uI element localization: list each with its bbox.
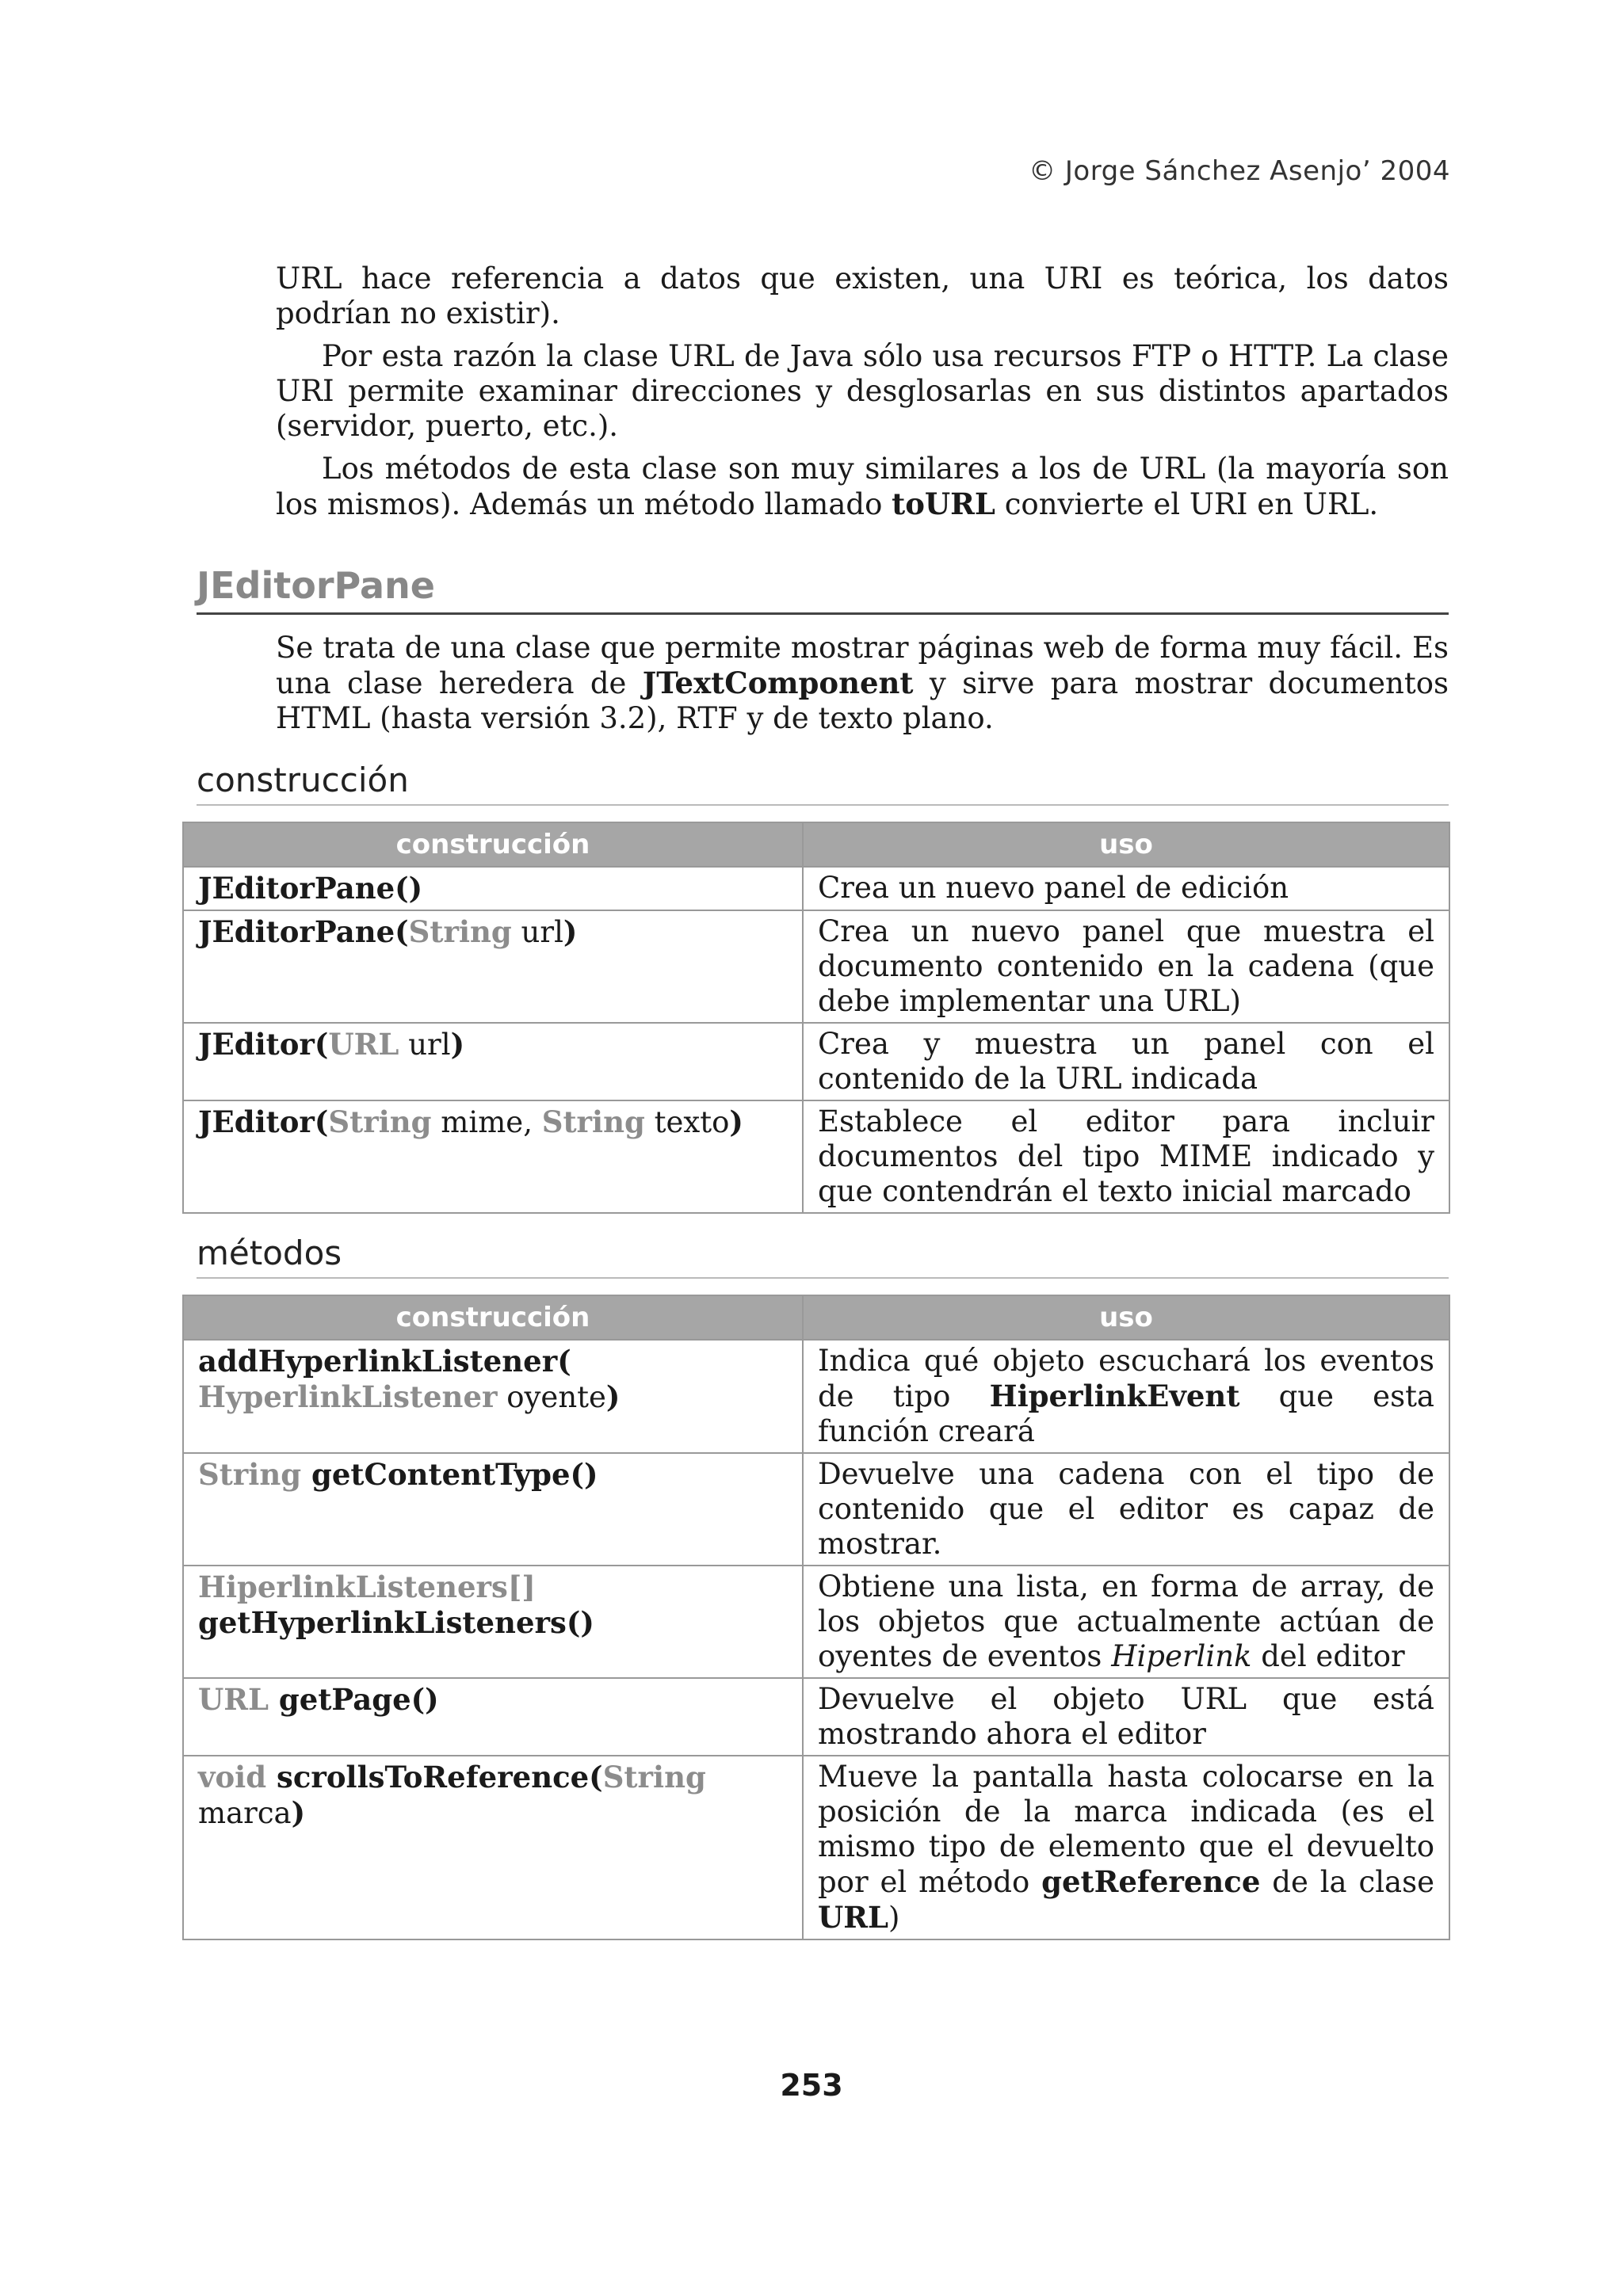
method-signature: void scrollsToReference(String marca) (183, 1756, 803, 1939)
table-row (183, 910, 1449, 1023)
constructor-description: Crea un nuevo panel que muestra el documento contenido en la cadena (que debe implementar una URL) (803, 910, 1449, 1023)
table-row (183, 1453, 1449, 1566)
method-description: Devuelve el objeto URL que está mostrando ahora el editor (803, 1678, 1449, 1756)
column-header-construction: construcción (183, 1295, 803, 1340)
table-row (183, 1678, 1449, 1756)
constructor-signature: JEditorPane() (183, 867, 803, 910)
section-description: Se trata de una clase que permite mostrar páginas web de forma muy fácil. Es una clase heredera de JTextComponent y sirve para mostrar documentos HTML (hasta versión 3.2), RTF y de texto plano. (276, 631, 1449, 735)
constructor-description: Establece el editor para incluir documentos del tipo MIME indicado y que contendrán el texto inicial marcado (803, 1100, 1449, 1213)
table-row (183, 1566, 1449, 1678)
table-row (183, 1340, 1449, 1453)
constructor-signature: JEditor(URL url) (183, 1023, 803, 1100)
methods-table (182, 1295, 1450, 1940)
table-header-row (183, 822, 1449, 867)
method-description: Devuelve una cadena con el tipo de contenido que el editor es capaz de mostrar. (803, 1453, 1449, 1566)
column-header-use: uso (803, 1295, 1449, 1340)
constructor-description: Crea un nuevo panel de edición (803, 867, 1449, 910)
table-row (183, 867, 1449, 910)
construction-subtitle: construcción (197, 760, 1449, 806)
table-row (183, 1756, 1449, 1939)
method-description: Obtiene una lista, en forma de array, de los objetos que actualmente actúan de oyentes de eventos Hiperlink del editor (803, 1566, 1449, 1678)
method-signature: String getContentType() (183, 1453, 803, 1566)
constructor-signature: JEditorPane(String url) (183, 910, 803, 1023)
method-description: Mueve la pantalla hasta colocarse en la posición de la marca indicada (es el mismo tipo de elemento que el devuelto por el método getReference de la clase URL) (803, 1756, 1449, 1939)
construction-table (182, 822, 1450, 1214)
table-row (183, 1023, 1449, 1100)
page-header: © Jorge Sánchez Asenjo’ 2004 (1029, 155, 1450, 187)
method-signature: URL getPage() (183, 1678, 803, 1756)
table-header-row (183, 1295, 1449, 1340)
constructor-signature: JEditor(String mime, String texto) (183, 1100, 803, 1213)
constructor-description: Crea y muestra un panel con el contenido de la URL indicada (803, 1023, 1449, 1100)
methods-subtitle: métodos (197, 1233, 1449, 1279)
method-description: Indica qué objeto escuchará los eventos de tipo HiperlinkEvent que esta función creará (803, 1340, 1449, 1453)
intro-paragraph-1: URL hace referencia a datos que existen, una URI es teórica, los datos podrían no existir). (276, 261, 1449, 330)
page-number: 253 (780, 2068, 843, 2103)
method-signature: HiperlinkListeners[] getHyperlinkListeners() (183, 1566, 803, 1678)
touri-method: toURL (892, 486, 995, 521)
jtextcomponent-class: JTextComponent (642, 666, 914, 700)
column-header-use: uso (803, 822, 1449, 867)
intro-paragraph-3: Los métodos de esta clase son muy similares a los de URL (la mayoría son los mismos). Además un método llamado toURL convierte el URI en URL. (276, 452, 1449, 521)
column-header-construction: construcción (183, 822, 803, 867)
intro-paragraph-2: Por esta razón la clase URL de Java sólo usa recursos FTP o HTTP. La clase URI permite examinar direcciones y desglosarlas en sus distintos apartados (servidor, puerto, etc.). (276, 339, 1449, 443)
page-content (182, 261, 1450, 1940)
table-row (183, 1100, 1449, 1213)
method-signature: addHyperlinkListener( HyperlinkListener oyente) (183, 1340, 803, 1453)
section-title: JEditorPane (197, 563, 1449, 615)
